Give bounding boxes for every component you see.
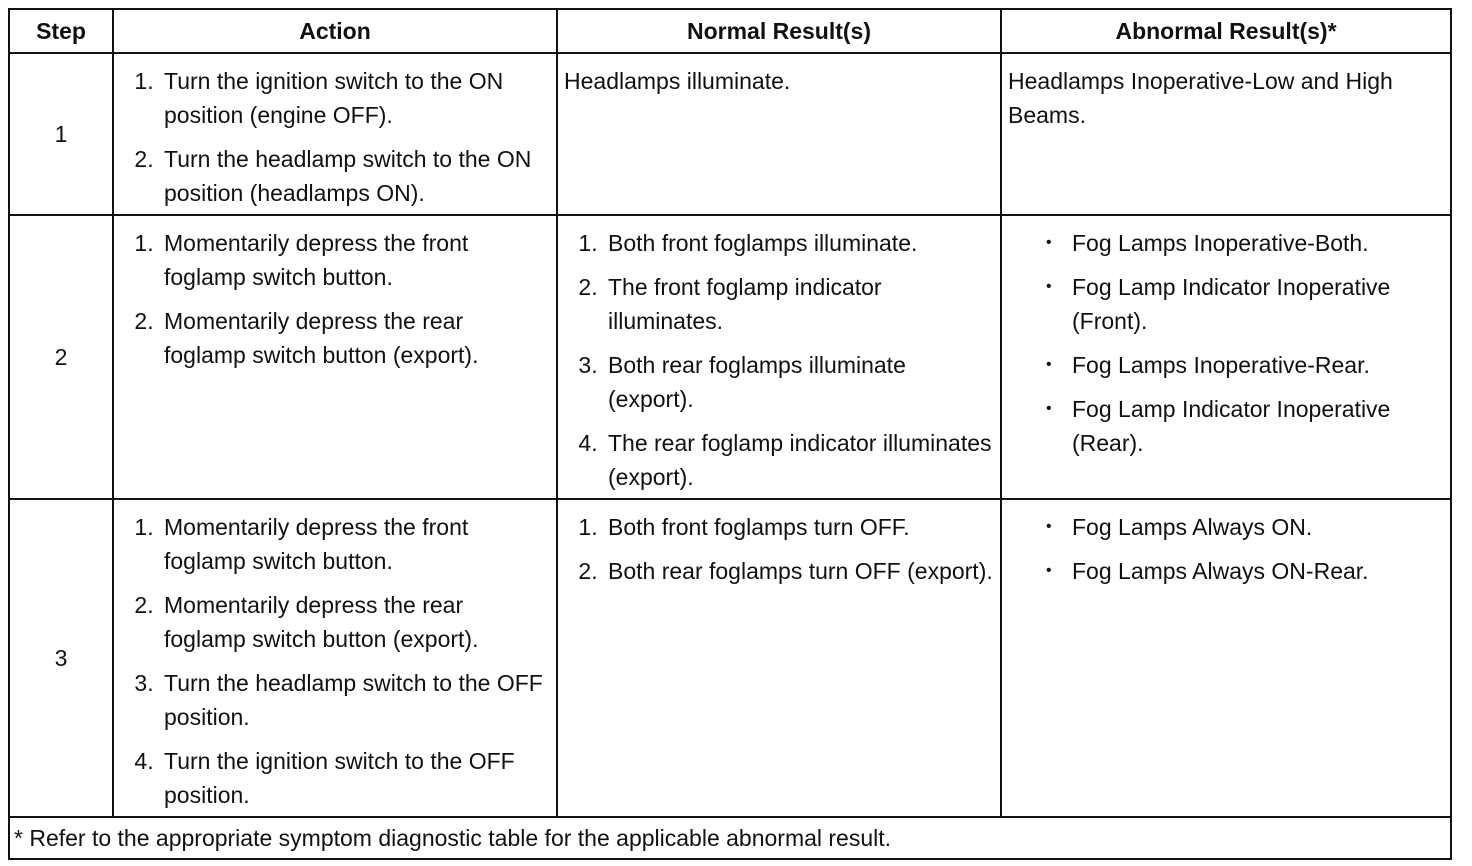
list-item: • Fog Lamps Always ON. xyxy=(1072,510,1444,544)
list-item: 1. Turn the ignition switch to the ON position (engine OFF). xyxy=(160,64,550,132)
list-item: 2. Both rear foglamps turn OFF (export). xyxy=(604,554,994,588)
table-row xyxy=(9,53,1451,215)
action-cell xyxy=(113,53,557,215)
list-item: • Fog Lamps Inoperative-Both. xyxy=(1072,226,1444,260)
list-item: 1. Both front foglamps illuminate. xyxy=(604,226,994,260)
list-item: 2. The front foglamp indicator illuminates. xyxy=(604,270,994,338)
list-item: 4. The rear foglamp indicator illuminates (export). xyxy=(604,426,994,494)
header-normal-results: Normal Result(s) xyxy=(557,9,1001,53)
action-cell xyxy=(113,499,557,817)
action-cell xyxy=(113,215,557,499)
normal-result-list xyxy=(564,226,994,494)
action-list xyxy=(120,510,550,812)
abnormal-result-text: Headlamps Inoperative-Low and High Beams. xyxy=(1008,68,1393,128)
list-item: • Fog Lamps Always ON-Rear. xyxy=(1072,554,1444,588)
normal-result-cell xyxy=(557,53,1001,215)
list-item: 3. Both rear foglamps illuminate (export). xyxy=(604,348,994,416)
abnormal-result-list xyxy=(1008,510,1444,588)
normal-result-cell xyxy=(557,215,1001,499)
list-item: 1. Both front foglamps turn OFF. xyxy=(604,510,994,544)
list-item: • Fog Lamp Indicator Inoperative (Rear). xyxy=(1072,392,1444,460)
diagnostic-table xyxy=(8,8,1452,860)
header-abnormal-results: Abnormal Result(s)* xyxy=(1001,9,1451,53)
abnormal-result-cell xyxy=(1001,499,1451,817)
step-number: 2 xyxy=(9,215,113,499)
abnormal-result-list xyxy=(1008,226,1444,460)
list-item: • Fog Lamps Inoperative-Rear. xyxy=(1072,348,1444,382)
action-list xyxy=(120,226,550,372)
footnote: * Refer to the appropriate symptom diagnostic table for the applicable abnormal result. xyxy=(9,817,1451,859)
list-item: 2. Turn the headlamp switch to the ON position (headlamps ON). xyxy=(160,142,550,210)
list-item: 4. Turn the ignition switch to the OFF position. xyxy=(160,744,550,812)
action-list xyxy=(120,64,550,210)
table-row xyxy=(9,215,1451,499)
step-number: 1 xyxy=(9,53,113,215)
header-row xyxy=(9,9,1451,53)
table-row xyxy=(9,499,1451,817)
list-item: 1. Momentarily depress the front foglamp switch button. xyxy=(160,226,550,294)
list-item: 2. Momentarily depress the rear foglamp switch button (export). xyxy=(160,304,550,372)
abnormal-result-cell xyxy=(1001,215,1451,499)
list-item: 2. Momentarily depress the rear foglamp switch button (export). xyxy=(160,588,550,656)
header-action: Action xyxy=(113,9,557,53)
normal-result-text: Headlamps illuminate. xyxy=(564,68,791,94)
normal-result-list xyxy=(564,510,994,588)
list-item: 3. Turn the headlamp switch to the OFF position. xyxy=(160,666,550,734)
abnormal-result-cell xyxy=(1001,53,1451,215)
list-item: • Fog Lamp Indicator Inoperative (Front). xyxy=(1072,270,1444,338)
normal-result-cell xyxy=(557,499,1001,817)
step-number: 3 xyxy=(9,499,113,817)
footnote-row xyxy=(9,817,1451,859)
header-step: Step xyxy=(9,9,113,53)
list-item: 1. Momentarily depress the front foglamp switch button. xyxy=(160,510,550,578)
